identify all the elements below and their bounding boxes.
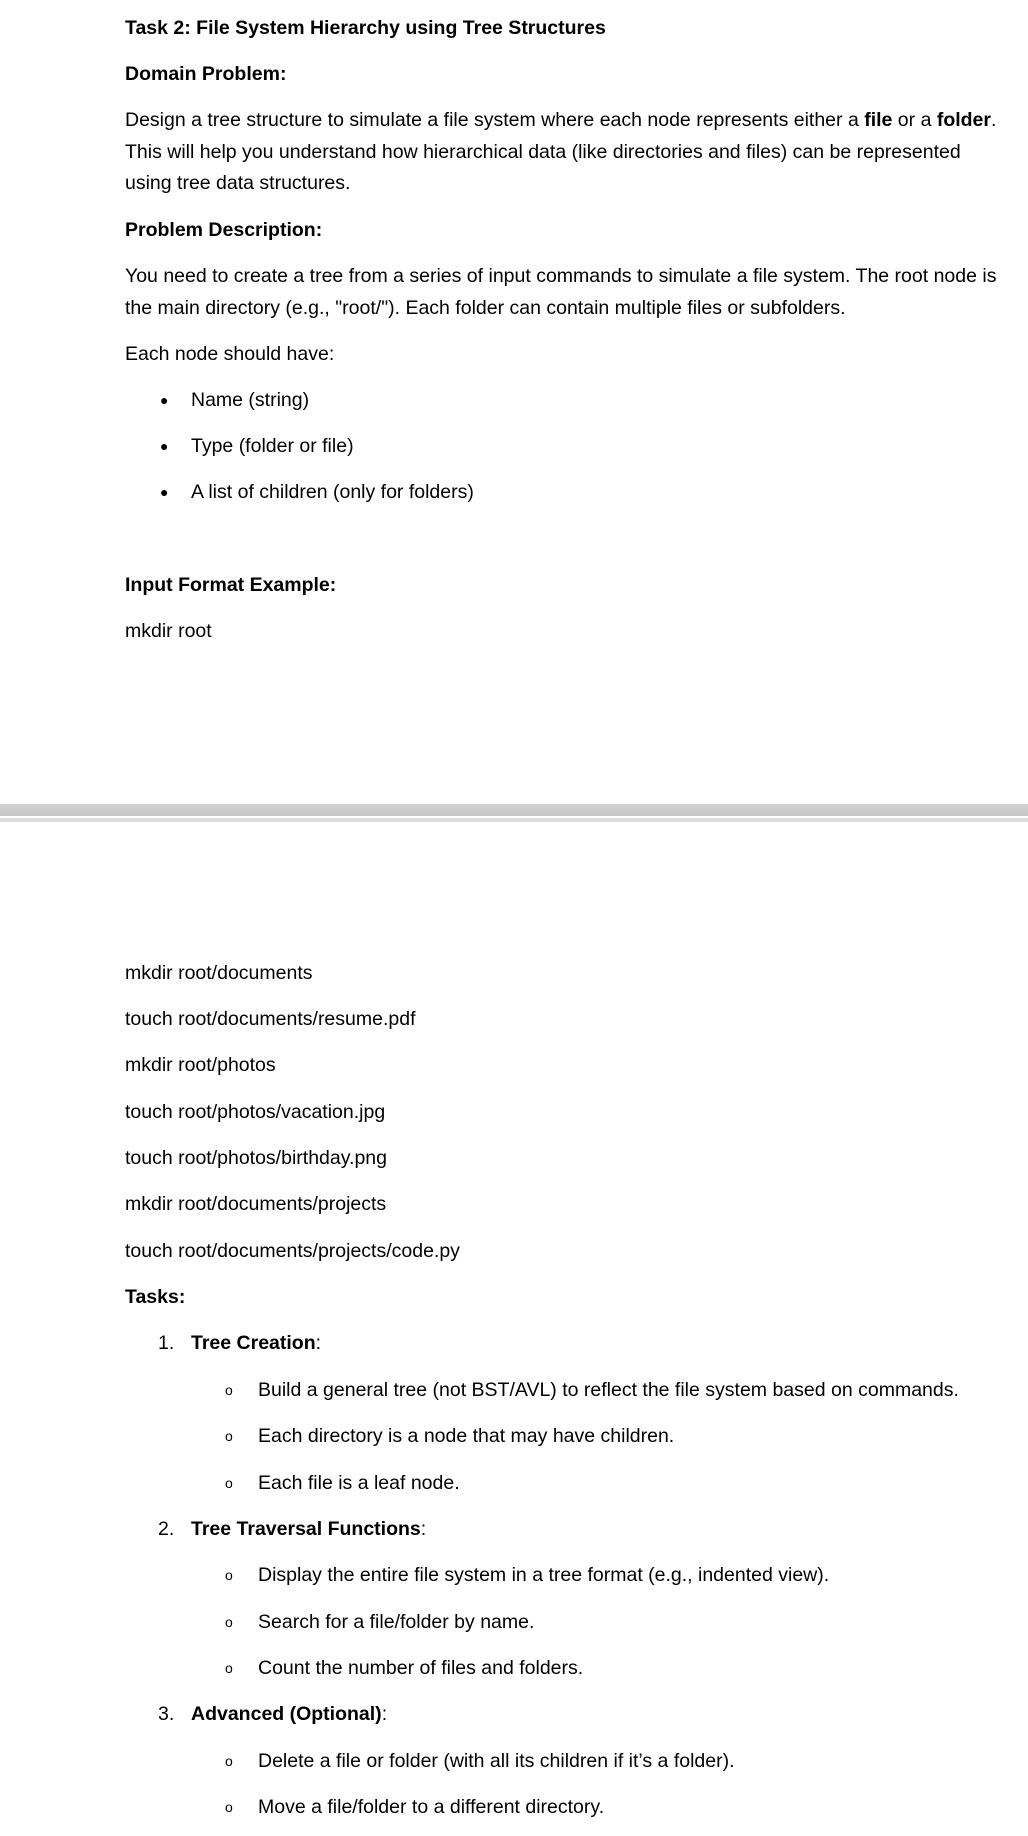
circle-bullet-icon: o (225, 1753, 233, 1769)
domain-text-part: Design a tree structure to simulate a file system where each node represents either a (125, 109, 865, 131)
page-break-divider (0, 804, 1028, 826)
task-title-line (191, 1517, 426, 1541)
node-field-children: A list of children (only for folders) (191, 481, 474, 503)
node-field-type: Type (folder or file) (191, 435, 354, 457)
task-title-line (191, 1331, 321, 1355)
circle-bullet-icon: o (225, 1614, 233, 1630)
divider-band (0, 804, 1028, 816)
problem-heading: Problem Description: (125, 219, 323, 241)
task-item: Count the number of files and folders. (258, 1657, 584, 1679)
task-colon: : (315, 1332, 322, 1354)
command-line: touch root/documents/projects/code.py (125, 1240, 460, 1262)
circle-bullet-icon: o (225, 1799, 233, 1815)
tasks-heading: Tasks: (125, 1286, 186, 1308)
input-heading: Input Format Example: (125, 574, 337, 596)
task-item: Each directory is a node that may have children. (258, 1425, 675, 1447)
task-title-line (191, 1702, 387, 1726)
domain-bold-file: file (864, 109, 893, 131)
task-title: Tree Traversal Functions (191, 1518, 421, 1540)
command-line: touch root/photos/birthday.png (125, 1147, 387, 1169)
task-number: 3. (158, 1703, 175, 1725)
command-line: mkdir root/photos (125, 1054, 276, 1076)
task-item: Build a general tree (not BST/AVL) to reflect the file system based on commands. (258, 1379, 959, 1401)
domain-bold-folder: folder (936, 109, 991, 131)
circle-bullet-icon: o (225, 1382, 233, 1398)
domain-text-part: or a (892, 109, 937, 131)
bullet-icon: ● (160, 484, 169, 500)
task-item: Display the entire file system in a tree format (e.g., indented view). (258, 1564, 830, 1586)
domain-text-part: . This will help you understand how hierarchical data (like directories and files) can be represented using tree data structures. (125, 109, 997, 194)
bullet-icon: ● (160, 392, 169, 408)
divider-band (0, 818, 1028, 822)
task-item: Each file is a leaf node. (258, 1472, 460, 1494)
task-item: Move a file/folder to a different directory. (258, 1796, 605, 1818)
node-intro: Each node should have: (125, 343, 335, 365)
document-page-2 (0, 826, 1028, 1836)
command-line: touch root/photos/vacation.jpg (125, 1101, 386, 1123)
circle-bullet-icon: o (225, 1660, 233, 1676)
circle-bullet-icon: o (225, 1475, 233, 1491)
task-number: 2. (158, 1518, 175, 1540)
task-title: Advanced (Optional) (191, 1703, 382, 1725)
circle-bullet-icon: o (225, 1567, 233, 1583)
command-line: mkdir root (125, 620, 212, 642)
task-number: 1. (158, 1332, 175, 1354)
command-line: mkdir root/documents/projects (125, 1193, 387, 1215)
domain-heading: Domain Problem: (125, 63, 287, 85)
task-title: Tree Creation (191, 1332, 316, 1354)
task-item: Search for a file/folder by name. (258, 1611, 535, 1633)
circle-bullet-icon: o (225, 1428, 233, 1444)
task-title: Task 2: File System Hierarchy using Tree Structures (125, 17, 606, 39)
bullet-icon: ● (160, 438, 169, 454)
problem-paragraph: You need to create a tree from a series of input commands to simulate a file system. The root node is the main directory (e.g., "root/"). Each folder can contain multiple files or subfolders. (125, 265, 997, 319)
task-colon: : (381, 1703, 388, 1725)
document-page-1 (0, 0, 1028, 806)
domain-paragraph (125, 105, 1005, 200)
node-field-name: Name (string) (191, 389, 310, 411)
command-line: mkdir root/documents (125, 962, 313, 984)
task-item: Delete a file or folder (with all its children if it’s a folder). (258, 1750, 735, 1772)
command-line: touch root/documents/resume.pdf (125, 1008, 416, 1030)
task-colon: : (420, 1518, 427, 1540)
